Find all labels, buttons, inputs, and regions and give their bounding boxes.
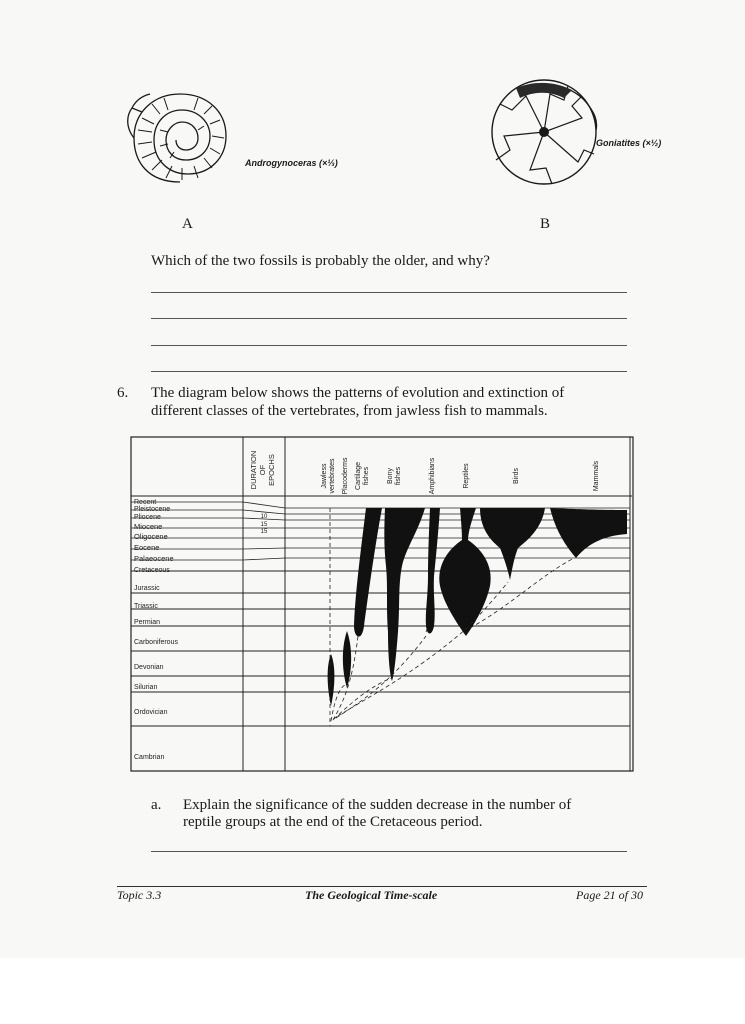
chart-labels [134, 451, 600, 761]
range-reptiles [439, 508, 490, 636]
footer-page: Page 21 of 30 [576, 888, 643, 902]
class-label: Amphibians [429, 457, 436, 495]
fossil-a-caption [245, 158, 338, 168]
question-6-line-1: The diagram below shows the patterns of evolution and extinction of [151, 385, 565, 401]
epoch-connector-line [243, 558, 285, 560]
range-birds [480, 508, 545, 580]
part-a-label: a. [151, 797, 162, 813]
fossil-b-letter: B [540, 216, 551, 232]
question-6-number: 6. [117, 385, 129, 401]
vertebrate-evolution-diagram [130, 436, 634, 772]
period-label: Miocene [134, 522, 163, 531]
class-label: Jawlessvertebrates [321, 458, 336, 494]
part-a-line-1: Explain the significance of the sudden decrease in the number of [183, 797, 572, 813]
goniatite-fossil-image [486, 74, 610, 192]
answer-line-part-a[interactable] [151, 851, 627, 852]
epoch-duration-label: 15 [260, 522, 268, 528]
part-a-line-2: reptile groups at the end of the Cretaceous period. [183, 814, 483, 830]
period-label: Carboniferous [134, 639, 178, 646]
period-label: Jurassic [134, 585, 160, 592]
bottom-margin [0, 958, 745, 1024]
fossil-a-name: Androgynoceras [245, 158, 317, 168]
fossil-b-scale: (×½) [642, 138, 662, 148]
fossil-b-name: Goniatites [596, 138, 641, 148]
period-label: Triassic [134, 603, 158, 610]
period-label: Cretaceous [134, 567, 170, 574]
period-label: Permian [134, 619, 161, 626]
period-label: Oligocene [134, 532, 168, 541]
question-6-line-2: different classes of the vertebrates, from jawless fish to mammals. [151, 403, 548, 419]
answer-line-3[interactable] [151, 345, 627, 346]
footer-title: The Geological Time-scale [305, 888, 438, 902]
period-label: Palaeocene [134, 554, 174, 563]
class-label: Cartilagefishes [355, 461, 370, 491]
range-bony-fishes [384, 508, 425, 681]
footer-rule [117, 886, 647, 887]
period-label: Recent [134, 499, 157, 506]
period-label: Ordovician [134, 709, 168, 716]
chart-frame [131, 437, 633, 771]
answer-line-2[interactable] [151, 318, 627, 319]
fossil-a-scale: (×⅓) [319, 158, 338, 168]
epoch-connector-line [243, 502, 285, 508]
period-label: Pleistocene [134, 506, 171, 513]
fossil-question: Which of the two fossils is probably the older, and why? [151, 253, 490, 269]
fossil-a-letter: A [182, 216, 193, 232]
ammonite-fossil-image [120, 78, 255, 190]
class-label: Mammals [593, 460, 600, 492]
duration-header: DURATIONOFEPOCHS [249, 450, 276, 490]
epoch-duration-label: 15 [260, 529, 268, 535]
period-label: Eocene [134, 543, 160, 552]
class-label: Birds [513, 468, 520, 484]
class-label: Bonyfishes [387, 466, 402, 486]
chart-grid [131, 437, 633, 771]
period-label: Pliocene [134, 514, 161, 521]
answer-line-4[interactable] [151, 371, 627, 372]
period-label: Cambrian [134, 754, 165, 761]
period-label: Silurian [134, 684, 158, 691]
fossil-b-caption [596, 138, 661, 148]
range-mammals [550, 508, 627, 558]
epoch-connector-line [243, 548, 285, 549]
period-label: Devonian [134, 664, 164, 671]
range-jawless-vertebrates [328, 654, 335, 706]
epoch-duration-label: 10 [260, 514, 268, 520]
footer-topic: Topic 3.3 [117, 888, 162, 902]
class-label: Placoderms [342, 457, 349, 495]
class-label: Reptiles [463, 463, 470, 489]
range-cartilage-fishes [354, 508, 382, 637]
answer-line-1[interactable] [151, 292, 627, 293]
